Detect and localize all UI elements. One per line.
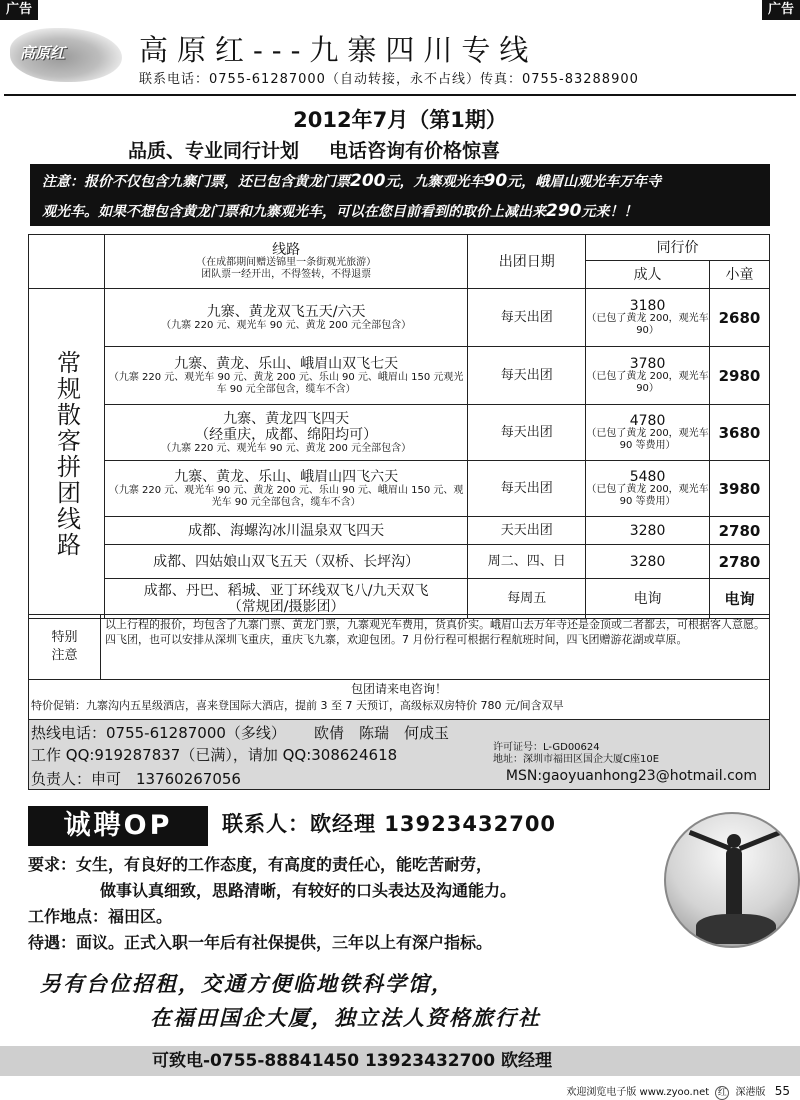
depart-cell: 周二、四、日	[468, 545, 586, 579]
license-number: 许可证号：L-GD00624	[493, 742, 600, 753]
manager-row: 负责人：申可 13760267056	[31, 770, 241, 788]
notice-number: 90	[483, 171, 508, 191]
route-detail: （九寨 220 元、观光车 90 元、黄龙 200 元全部包含）	[161, 319, 412, 331]
child-header: 小童	[709, 261, 769, 289]
depart-cell: 天天出团	[468, 517, 586, 545]
route-title: 九寨、黄龙、乐山、峨眉山四飞六天	[174, 468, 399, 485]
notice-text: 注意：报价不仅包含九寨门票，还已包含黄龙门票	[42, 174, 350, 190]
route-subtitle: （常规团/摄影团）	[227, 598, 345, 615]
recruit-contact: 联系人：欧经理 13923432700	[222, 812, 557, 836]
notice-text: 元，峨眉山观光车万年寺	[507, 174, 662, 190]
notice-number: 290	[546, 201, 582, 221]
qq-row: 工作 QQ:919287837（已满），请加 QQ:308624618	[31, 746, 398, 764]
page-footer	[566, 1083, 790, 1100]
photo-arm	[739, 830, 782, 851]
ad-tag-right: 广告	[762, 0, 800, 20]
rental-line-2: 在福田国企大厦，独立法人资格旅行社	[150, 1006, 541, 1030]
china-map-logo-icon	[10, 28, 122, 82]
special-label-line: 注意	[51, 648, 78, 663]
adult-price: 3180	[629, 297, 666, 314]
special-notice-label	[29, 615, 101, 679]
subline-left: 品质、专业同行计划	[128, 140, 300, 162]
hong-badge-icon: 红	[715, 1086, 729, 1100]
footer-call-band: 可致电-0755-88841450 13923432700 欧经理	[0, 1046, 800, 1076]
child-price: 3680	[709, 405, 769, 461]
notice-text: 观光车。如果不想包含黄龙门票和九寨观光车，可以在您目前看到的取价上减出来	[42, 204, 546, 220]
notice-text: 元来！！	[581, 204, 638, 220]
issue-title: 2012年7月（第1期）	[293, 108, 507, 132]
logo-text: 高原红	[20, 44, 66, 62]
notice-text: 元，九寨观光车	[385, 174, 484, 190]
adult-header: 成人	[586, 261, 710, 289]
child-price: 3980	[709, 461, 769, 517]
route-title: 成都、丹巴、稻城、亚丁环线双飞八/九天双飞	[143, 582, 429, 599]
route-header-note: （在成都期间赠送锦里一条街观光旅游）	[196, 256, 377, 268]
recruit-requirement: 要求：女生，有良好的工作态度，有高度的责任心，能吃苦耐劳，	[28, 855, 493, 874]
rental-line-1: 另有台位招租，交通方便临地铁科学馆，	[40, 972, 454, 996]
header-banner	[4, 22, 796, 96]
route-title: 成都、四姑娘山双飞五天（双桥、长坪沟）	[104, 545, 467, 579]
route-header-note: 团队票一经开出，不得签转，不得退票	[201, 268, 372, 280]
person-on-rock-photo	[664, 812, 800, 948]
notice-number: 200	[350, 171, 386, 191]
table-row	[29, 405, 770, 461]
child-price: 2980	[709, 347, 769, 405]
section-label: 常规散客拼团线路	[52, 349, 81, 558]
license-info	[493, 742, 659, 766]
child-price: 2780	[709, 517, 769, 545]
adult-price: 5480	[629, 468, 666, 485]
adult-price: 4780	[629, 412, 666, 429]
child-price: 电询	[709, 579, 769, 619]
special-notice	[28, 614, 770, 680]
promo-headline: 包团请来电咨询！	[350, 682, 447, 696]
special-notice-text	[105, 617, 767, 647]
depart-cell: 每天出团	[468, 461, 586, 517]
depart-cell: 每周五	[468, 579, 586, 619]
recruit-location: 工作地点：福田区。	[28, 907, 173, 926]
route-header-label: 线路	[272, 241, 301, 258]
route-detail: （九寨 220 元、观光车 90 元、黄龙 200 元、乐山 90 元、峨眉山 150 元、观光车 90 元全部包含，缆车不含）	[108, 484, 464, 508]
footer-edition: 深港版	[735, 1087, 766, 1098]
adult-price-note: （已包了黄龙 200，观光车 90 等费用）	[586, 483, 709, 507]
adult-price-note: （已包了黄龙 200，观光车 90 等费用）	[586, 427, 709, 451]
header-contact: 联系电话：0755-61287000（自动转接，永不占线）传真：0755-83288900	[139, 72, 639, 87]
recruit-requirement-cont: 做事认真细致，思路清晰，有较好的口头表达及沟通能力。	[100, 881, 517, 900]
photo-arm	[689, 830, 732, 851]
recruit-benefits: 待遇：面议。正式入职一年后有社保提供，三年以上有深户指标。	[28, 933, 493, 952]
notice-box	[30, 164, 770, 226]
adult-price: 电询	[586, 579, 710, 619]
route-title: 成都、海螺沟冰川温泉双飞四天	[104, 517, 467, 545]
company-address: 地址：深圳市福田区国企大厦C座10E	[493, 754, 660, 765]
route-title: 九寨、黄龙双飞五天/六天	[206, 303, 366, 320]
route-title: 九寨、黄龙、乐山、峨眉山双飞七天	[174, 355, 399, 372]
child-price: 2780	[709, 545, 769, 579]
adult-price: 3280	[586, 545, 710, 579]
depart-cell: 每天出团	[468, 405, 586, 461]
section-label-cell	[29, 289, 105, 619]
route-header	[104, 235, 467, 289]
table-row	[29, 579, 770, 619]
photo-head	[727, 834, 741, 848]
header-title: 高原红---九寨四川专线	[139, 33, 538, 67]
child-price: 2680	[709, 289, 769, 347]
depart-cell: 每天出团	[468, 289, 586, 347]
recruit-title: 诚聘OP	[28, 806, 208, 846]
photo-person	[726, 848, 742, 918]
route-subtitle: （经重庆，成都、绵阳均可）	[195, 426, 378, 443]
price-header: 同行价	[586, 235, 770, 261]
depart-header: 出团日期	[468, 235, 586, 289]
table-row	[29, 517, 770, 545]
adult-price-note: （已包了黄龙 200，观光车 90）	[586, 370, 709, 394]
adult-price: 3280	[586, 517, 710, 545]
footer-site: 欢迎浏览电子版 www.zyoo.net	[566, 1087, 710, 1098]
depart-cell: 每天出团	[468, 347, 586, 405]
table-row	[29, 289, 770, 347]
subline-right: 电话咨询有价格惊喜	[329, 140, 501, 162]
table-row	[29, 347, 770, 405]
promo-text: 特价促销：九寨沟内五星级酒店，喜来登国际大酒店，提前 3 至 7 天预订，高级标双房特价 780 元/间含双早	[31, 699, 564, 712]
table-row	[29, 461, 770, 517]
hotline-names: 欧倩 陈瑞 何成玉	[313, 724, 449, 742]
ad-tag-left: 广告	[0, 0, 38, 20]
route-detail: （九寨 220 元、观光车 90 元、黄龙 200 元、乐山 90 元、峨眉山 150 元观光车 90 元全部包含，缆车不含）	[108, 371, 464, 395]
route-detail: （九寨 220 元、观光车 90 元、黄龙 200 元全部包含）	[161, 442, 412, 454]
subline	[128, 136, 500, 163]
adult-price-note: （已包了黄龙 200，观光车 90）	[586, 312, 709, 336]
hotline-box	[28, 720, 770, 790]
page-number: 55	[774, 1084, 790, 1098]
special-label-line: 特别	[51, 630, 78, 645]
msn-contact: MSN:gaoyuanhong23@hotmail.com	[505, 768, 757, 784]
table-row	[29, 545, 770, 579]
route-title: 九寨、黄龙四飞四天	[223, 410, 350, 427]
special-text-para: 以上行程的报价，均包含了九寨门票、黄龙门票，九寨观光车费用，货真价实。峨眉山去万年寺还是金顶或二者都去，可根据客人意愿。	[105, 618, 765, 631]
special-text-para: 四飞团，也可以安排从深圳飞重庆，重庆飞九寨，欢迎包团。7 月份行程可根据行程航班时间，四飞团赠游花湖或草原。	[105, 633, 688, 646]
table-corner	[29, 235, 105, 289]
hotline-phone: 热线电话：0755-61287000（多线）	[31, 724, 286, 742]
adult-price: 3780	[629, 355, 666, 372]
hotline-row	[31, 722, 449, 743]
promo-box	[28, 680, 770, 720]
price-table	[28, 234, 770, 619]
photo-rock	[696, 914, 776, 944]
